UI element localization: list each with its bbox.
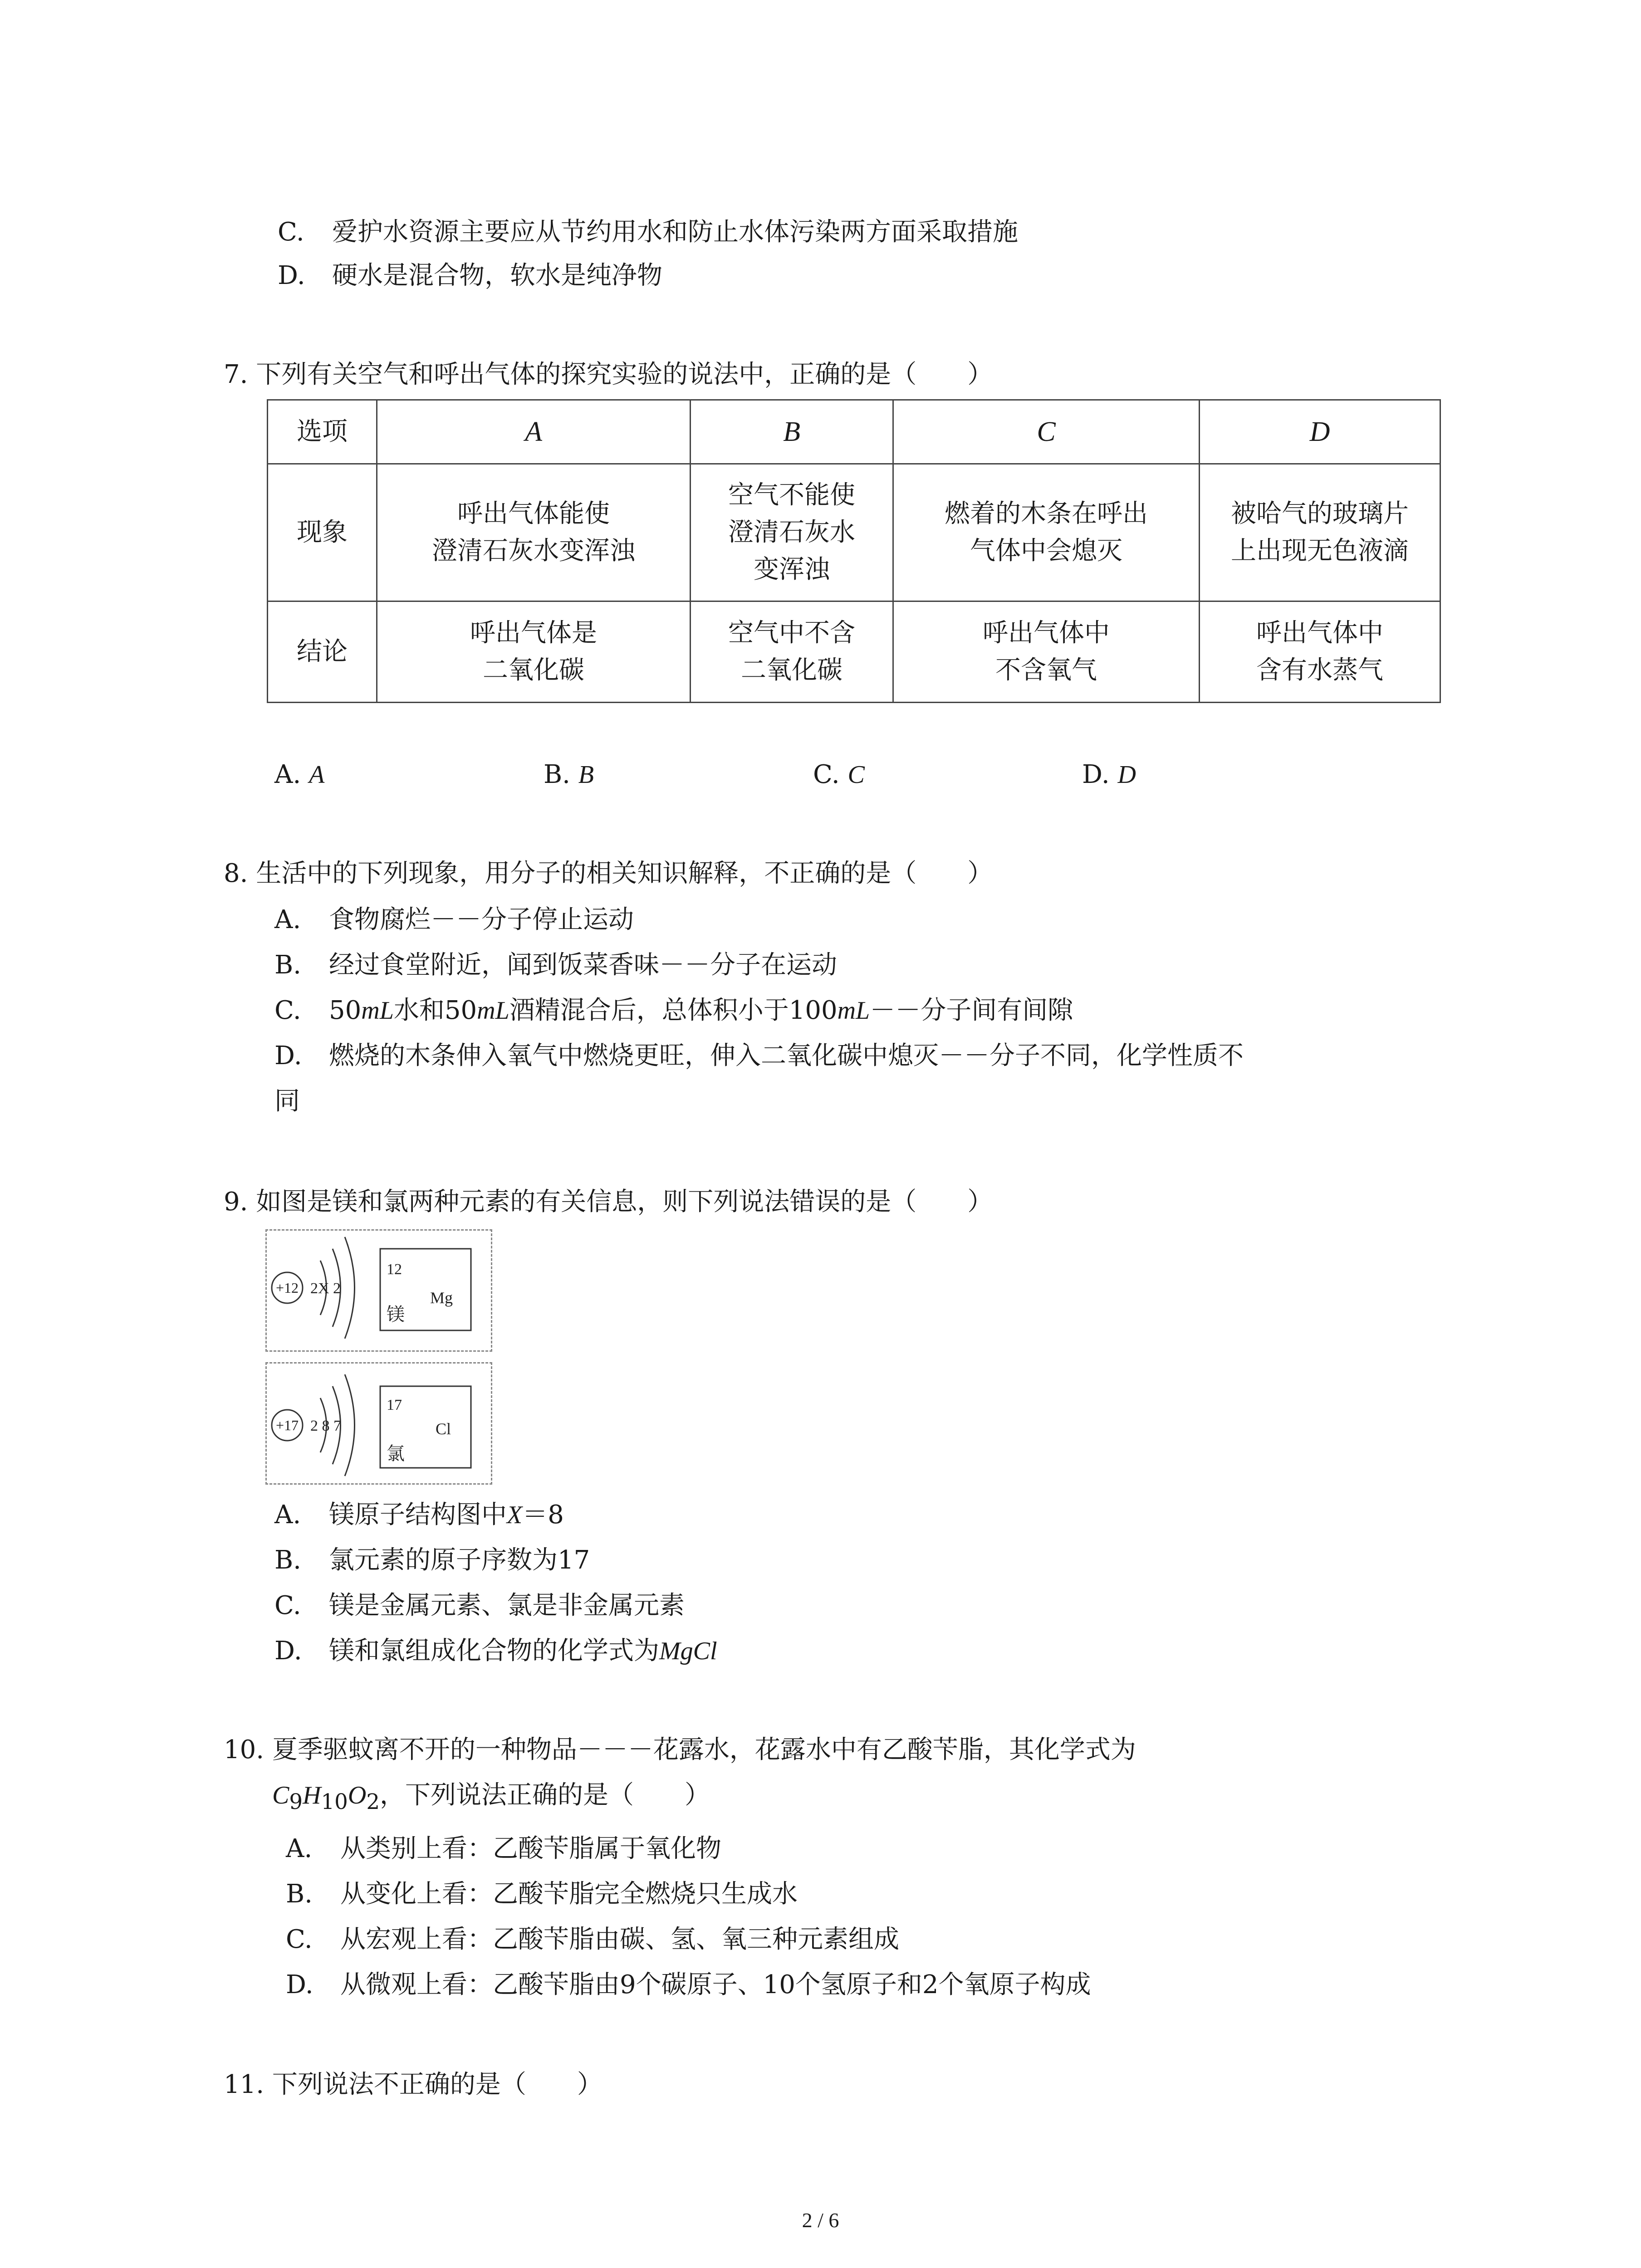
chlorine-atom-structure — [267, 1364, 491, 1483]
q7-stem: 7. 下列有关空气和呼出气体的探究实验的说法中，正确的是（ ） — [224, 360, 993, 389]
element-name: 镁 — [387, 1304, 405, 1325]
element-symbol: Mg — [430, 1289, 453, 1307]
atomic-number: 12 — [387, 1261, 402, 1278]
chemical-formula: $C_9H_{10}O_2$ — [272, 1781, 380, 1815]
q9-option-d: D. 镁和氯组成化合物的化学式为MgCl — [274, 1636, 717, 1666]
nucleus-label: +12 — [275, 1280, 299, 1296]
atomic-number: 17 — [387, 1397, 402, 1413]
q10-option-d: D. 从微观上看：乙酸苄脂由9个碳原子、10个氢原子和2个氧原子构成 — [286, 1970, 1091, 1999]
chlorine-diagram — [265, 1362, 492, 1485]
table-header-cell: D — [1200, 400, 1440, 464]
row-label: 现象 — [268, 464, 377, 601]
table-cell: 燃着的木条在呼出 气体中会熄灭 — [893, 464, 1200, 601]
page-number: 2 / 6 — [802, 2209, 839, 2232]
q7-option-b: B. B — [544, 760, 594, 789]
table-row — [268, 601, 1440, 703]
element-symbol: Cl — [436, 1420, 451, 1438]
q10-stem-continued: $C_9H_{10}O_2$，下列说法正确的是（ ） — [272, 1780, 710, 1815]
table-header-cell: C — [893, 400, 1200, 464]
q8-option-a: A. 食物腐烂－－分子停止运动 — [274, 905, 634, 934]
q8-option-d: D. 燃烧的木条伸入氧气中燃烧更旺，伸入二氧化碳中熄灭－－分子不同，化学性质不 — [274, 1041, 1244, 1070]
q8-option-b: B. 经过食堂附近，闻到饭菜香味－－分子在运动 — [274, 950, 837, 980]
q10-option-b: B. 从变化上看：乙酸苄脂完全燃烧只生成水 — [286, 1879, 798, 1909]
electron-shell-label: 2X 2 — [310, 1280, 341, 1297]
electron-shell-label: 2 8 7 — [310, 1418, 341, 1434]
element-name: 氯 — [387, 1443, 405, 1464]
q7-option-a: A. A — [274, 760, 325, 789]
q8-option-d-continued: 同 — [274, 1086, 300, 1116]
q10-option-c: C. 从宏观上看：乙酸苄脂由碳、氢、氧三种元素组成 — [286, 1925, 899, 1954]
q11-stem: 11. 下列说法不正确的是（ ） — [224, 2070, 603, 2099]
q8-stem: 8. 生活中的下列现象，用分子的相关知识解释，不正确的是（ ） — [224, 859, 993, 888]
table-cell: 呼出气体中 不含氧气 — [893, 601, 1200, 703]
row-label: 结论 — [268, 601, 377, 703]
q9-option-c: C. 镁是金属元素、氯是非金属元素 — [274, 1591, 685, 1620]
q10-stem: 10. 夏季驱蚊离不开的一种物品－－－花露水，花露水中有乙酸苄脂，其化学式为 — [224, 1735, 1136, 1765]
table-cell: 呼出气体是 二氧化碳 — [377, 601, 691, 703]
table-header-row — [268, 400, 1440, 464]
q10-option-a: A. 从类别上看：乙酸苄脂属于氧化物 — [286, 1834, 721, 1863]
q9-option-b: B. 氯元素的原子序数为17 — [274, 1545, 590, 1575]
table-cell: 空气不能使 澄清石灰水 变浑浊 — [691, 464, 893, 601]
magnesium-diagram — [265, 1229, 492, 1352]
table-row — [268, 464, 1440, 601]
q7-option-d: D. D — [1082, 760, 1136, 789]
q7-table — [267, 399, 1441, 703]
table-header-cell: 选项 — [268, 400, 377, 464]
table-header-cell: B — [691, 400, 893, 464]
q6-option-d: D. 硬水是混合物，软水是纯净物 — [278, 261, 662, 290]
q9-stem: 9. 如图是镁和氯两种元素的有关信息，则下列说法错误的是（ ） — [224, 1187, 993, 1217]
table-header-cell: A — [377, 400, 691, 464]
q9-option-a: A. 镁原子结构图中X＝8 — [274, 1500, 564, 1530]
q7-option-c: C. C — [813, 760, 865, 789]
q6-option-c: C. 爱护水资源主要应从节约用水和防止水体污染两方面采取措施 — [278, 217, 1018, 247]
table-cell: 空气中不含 二氧化碳 — [691, 601, 893, 703]
table-cell: 被哈气的玻璃片 上出现无色液滴 — [1200, 464, 1440, 601]
nucleus-label: +17 — [275, 1417, 299, 1433]
table-cell: 呼出气体中 含有水蒸气 — [1200, 601, 1440, 703]
table-cell: 呼出气体能使 澄清石灰水变浑浊 — [377, 464, 691, 601]
q8-option-c: C. 50mL水和50mL酒精混合后，总体积小于100mL－－分子间有间隙 — [274, 996, 1073, 1025]
magnesium-atom-structure — [267, 1231, 491, 1350]
